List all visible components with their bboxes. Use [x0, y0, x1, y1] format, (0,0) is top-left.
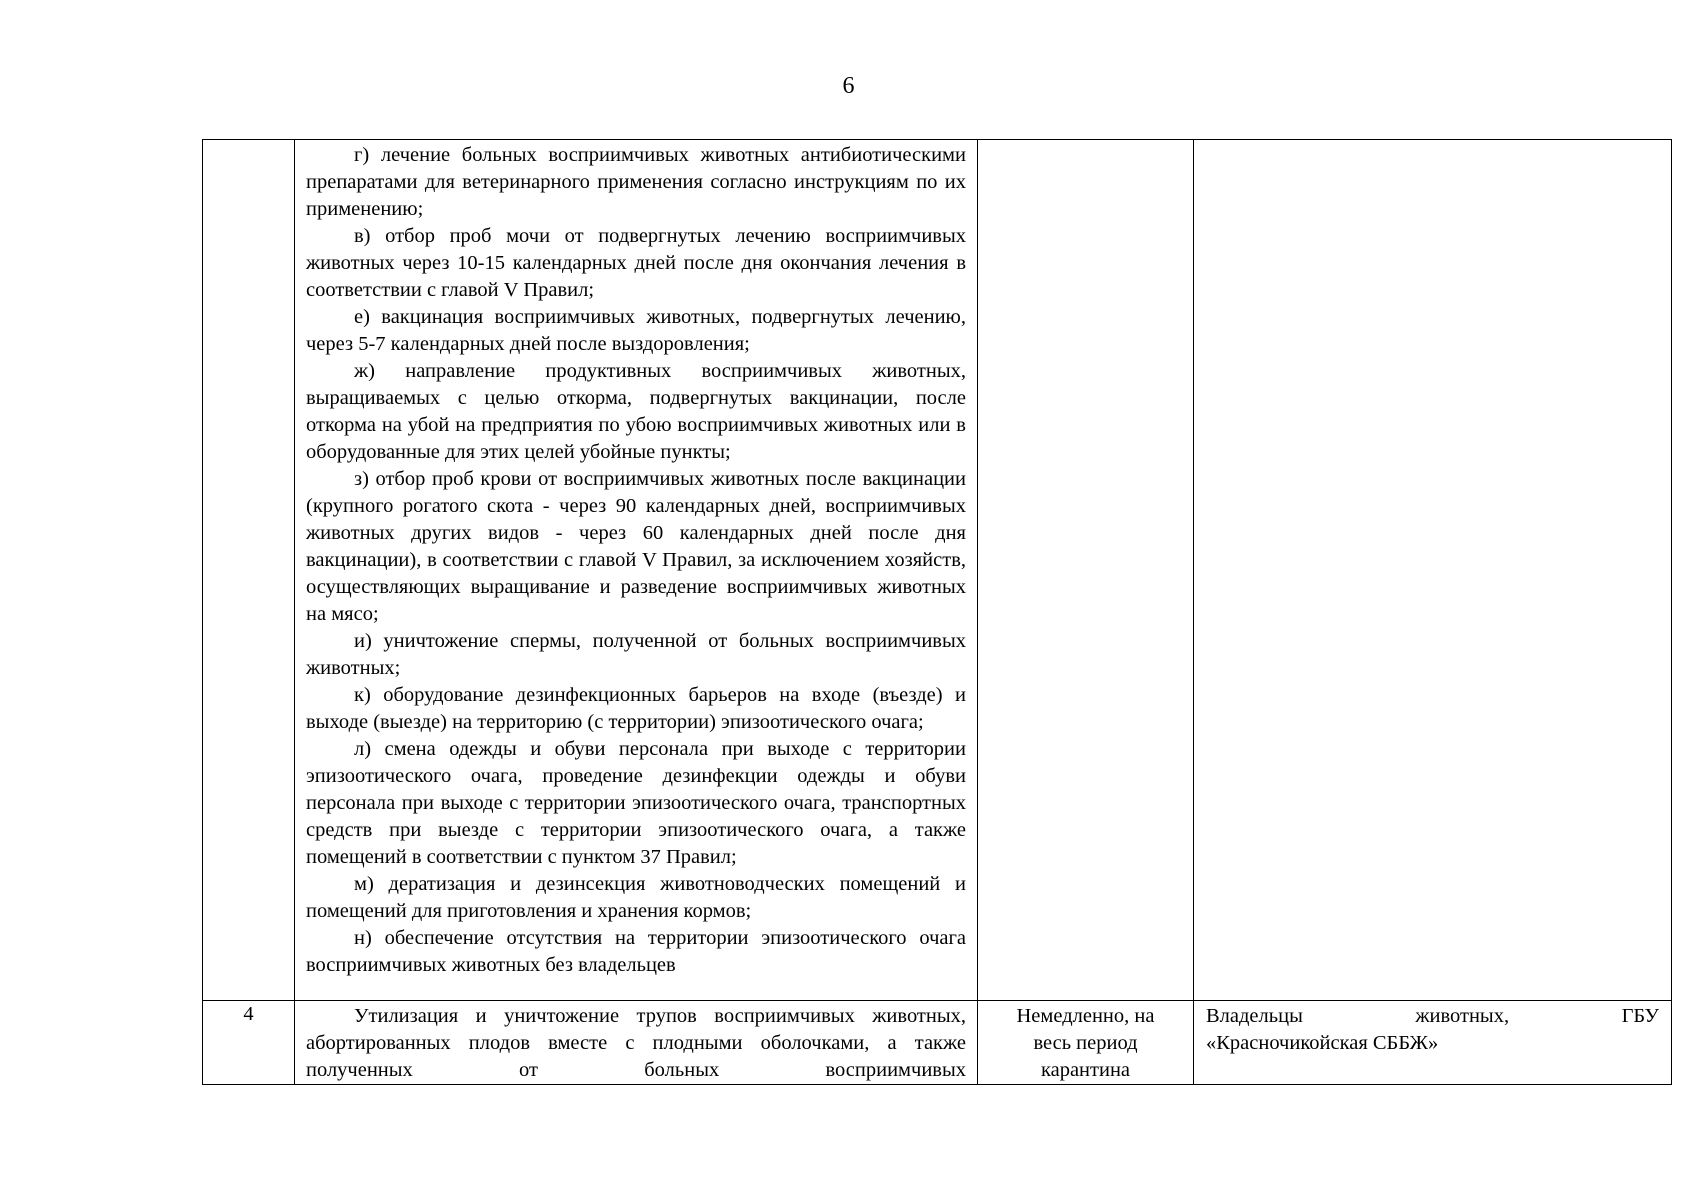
measure-paragraph: г) лечение больных восприимчивых животных антибиотическими препаратами для ветеринарного применения согласно инструкциям по их применению;: [306, 144, 966, 220]
term-line: Немедленно, на: [1016, 1005, 1155, 1027]
measure-paragraph: и) уничтожение спермы, полученной от больных восприимчивых животных;: [306, 630, 966, 679]
measure-paragraph: ж) направление продуктивных восприимчивых животных, выращиваемых с целью откорма, подвергнутых вакцинации, после откорма на убой на предприятия по убою восприимчивых животных или в оборудованные для этих целей убойные пункты;: [306, 360, 966, 463]
term-line: весь период: [1033, 1032, 1138, 1054]
responsible-cell: [1194, 1001, 1672, 1085]
measure-paragraph: Утилизация и уничтожение трупов восприимчивых животных, абортированных плодов вместе с плодными оболочками, а также полученных от больных восприимчивых: [306, 1005, 966, 1081]
measure-paragraph: з) отбор проб крови от восприимчивых животных после вакцинации (крупного рогатого скота - через 90 календарных дней, восприимчивых животных других видов - через 60 календарных дней после дня вакцинации), в соответствии с главой V Правил, за исключением хозяйств, осуществляющих выращивание и разведение восприимчивых животных на мясо;: [306, 468, 966, 625]
measure-paragraph: в) отбор проб мочи от подвергнутых лечению восприимчивых животных через 10-15 календарных дней после дня окончания лечения в соответствии с главой V Правил;: [306, 225, 966, 301]
measure-description-cell: [295, 1001, 978, 1085]
table-row: [203, 140, 1672, 1001]
measure-paragraph: н) обеспечение отсутствия на территории эпизоотического очага восприимчивых животных без владельцев: [306, 927, 966, 976]
term-cell: [978, 1001, 1194, 1085]
measure-paragraph: е) вакцинация восприимчивых животных, подвергнутых лечению, через 5-7 календарных дней после выздоровления;: [306, 306, 966, 355]
term-cell: [978, 140, 1194, 1001]
measures-table: [202, 139, 1672, 1085]
term-line: карантина: [1040, 1059, 1131, 1081]
responsible-cell: [1194, 140, 1672, 1001]
table-row: [203, 1001, 1672, 1085]
measure-description-cell: [295, 140, 978, 1001]
measure-paragraph: м) дератизация и дезинсекция животноводческих помещений и помещений для приготовления и хранения кормов;: [306, 873, 966, 922]
responsible-line: «Красночикойская СББЖ»: [1206, 1032, 1439, 1054]
measure-paragraph: к) оборудование дезинфекционных барьеров на входе (въезде) и выходе (выезде) на территорию (с территории) эпизоотического очага;: [306, 684, 966, 733]
measure-paragraph: л) смена одежды и обуви персонала при выходе с территории эпизоотического очага, проведение дезинфекции одежды и обуви персонала при выходе с территории эпизоотического очага, транспортных средств при выезде с территории эпизоотического очага, а также помещений в соответствии с пунктом 37 Правил;: [306, 738, 966, 868]
responsible-line: Владельцы животных, ГБУ: [1206, 1005, 1659, 1027]
row-number-cell: 4: [203, 1001, 295, 1085]
row-number-cell: [203, 140, 295, 1001]
page-number: 6: [842, 73, 855, 99]
